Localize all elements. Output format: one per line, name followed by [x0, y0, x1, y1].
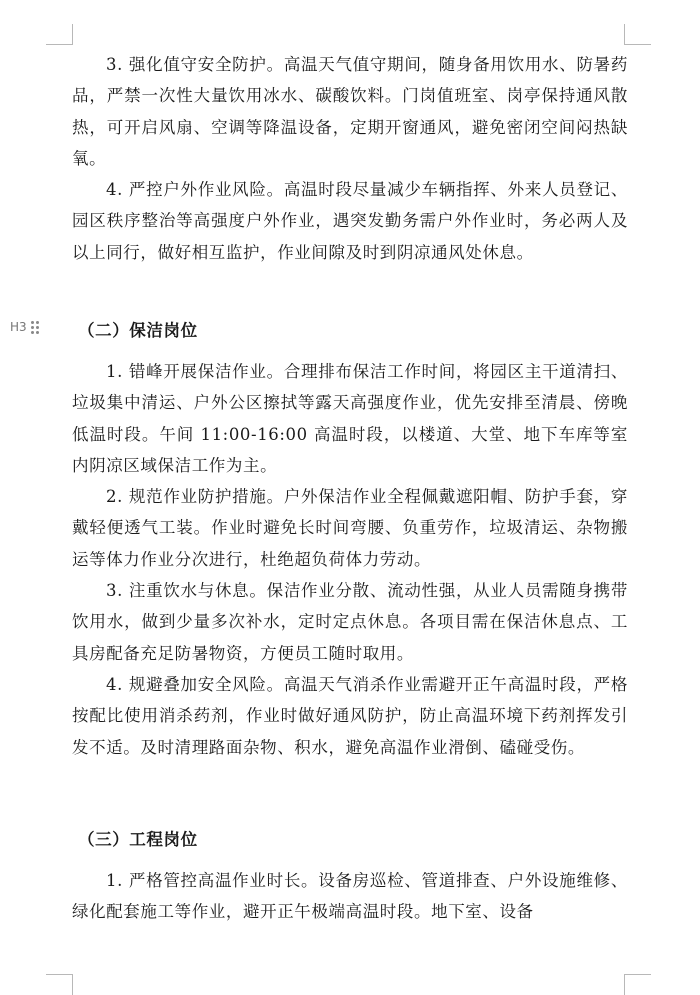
body-text — [72, 356, 628, 763]
body-text — [72, 865, 628, 928]
paragraph: 1. 错峰开展保洁作业。合理排布保洁工作时间，将园区主干道清扫、垃圾集中清运、户外公区擦拭等露天高强度作业，优先安排至清晨、傍晚低温时段。午间 11:00-16:00 高温时段，以楼道、大堂、地下车库等室内阴凉区域保洁工作为主。 — [72, 362, 628, 475]
section-heading-block — [72, 315, 628, 346]
paragraph: 2. 规范作业防护措施。户外保洁作业全程佩戴遮阳帽、防护手套，穿戴轻便透气工装。作业时避免长时间弯腰、负重劳作，垃圾清运、杂物搬运等体力作业分次进行，杜绝超负荷体力劳动。 — [72, 487, 628, 569]
section-heading: （三）工程岗位 — [78, 830, 198, 849]
crop-mark-bottom-left — [46, 974, 73, 995]
body-text — [72, 49, 628, 268]
heading-level-marker[interactable] — [10, 320, 39, 334]
section-heading: （二）保洁岗位 — [78, 321, 198, 340]
paragraph: 3. 注重饮水与休息。保洁作业分散、流动性强，从业人员需随身携带饮用水，做到少量多次补水，定时定点休息。各项目需在保洁休息点、工具房配备充足防暑物资，方便员工随时取用。 — [72, 581, 628, 663]
drag-handle-icon[interactable] — [31, 321, 39, 334]
heading-level-label: H3 — [10, 320, 27, 334]
paragraph: 4. 严控户外作业风险。高温时段尽量减少车辆指挥、外来人员登记、园区秩序整治等高强度户外作业，遇突发勤务需户外作业时，务必两人及以上同行，做好相互监护，作业间隙及时到阴凉通风处休息。 — [72, 180, 628, 262]
paragraph: 4. 规避叠加安全风险。高温天气消杀作业需避开正午高温时段，严格按配比使用消杀药剂，作业时做好通风防护，防止高温环境下药剂挥发引发不适。及时清理路面杂物、积水，避免高温作业滑倒、磕碰受伤。 — [72, 674, 628, 757]
crop-mark-bottom-right — [624, 974, 651, 995]
crop-mark-top-left — [46, 24, 73, 45]
paragraph: 3. 强化值守安全防护。高温天气值守期间，随身备用饮用水、防暑药品，严禁一次性大量饮用冰水、碳酸饮料。门岗值班室、岗亭保持通风散热，可开启风扇、空调等降温设备，定期开窗通风，避免密闭空间闷热缺氧。 — [72, 55, 628, 168]
section-heading-block — [72, 824, 628, 855]
crop-mark-top-right — [624, 24, 651, 45]
paragraph: 1. 严格管控高温作业时长。设备房巡检、管道排查、户外设施维修、绿化配套施工等作业，避开正午极端高温时段。地下室、设备 — [72, 871, 628, 922]
